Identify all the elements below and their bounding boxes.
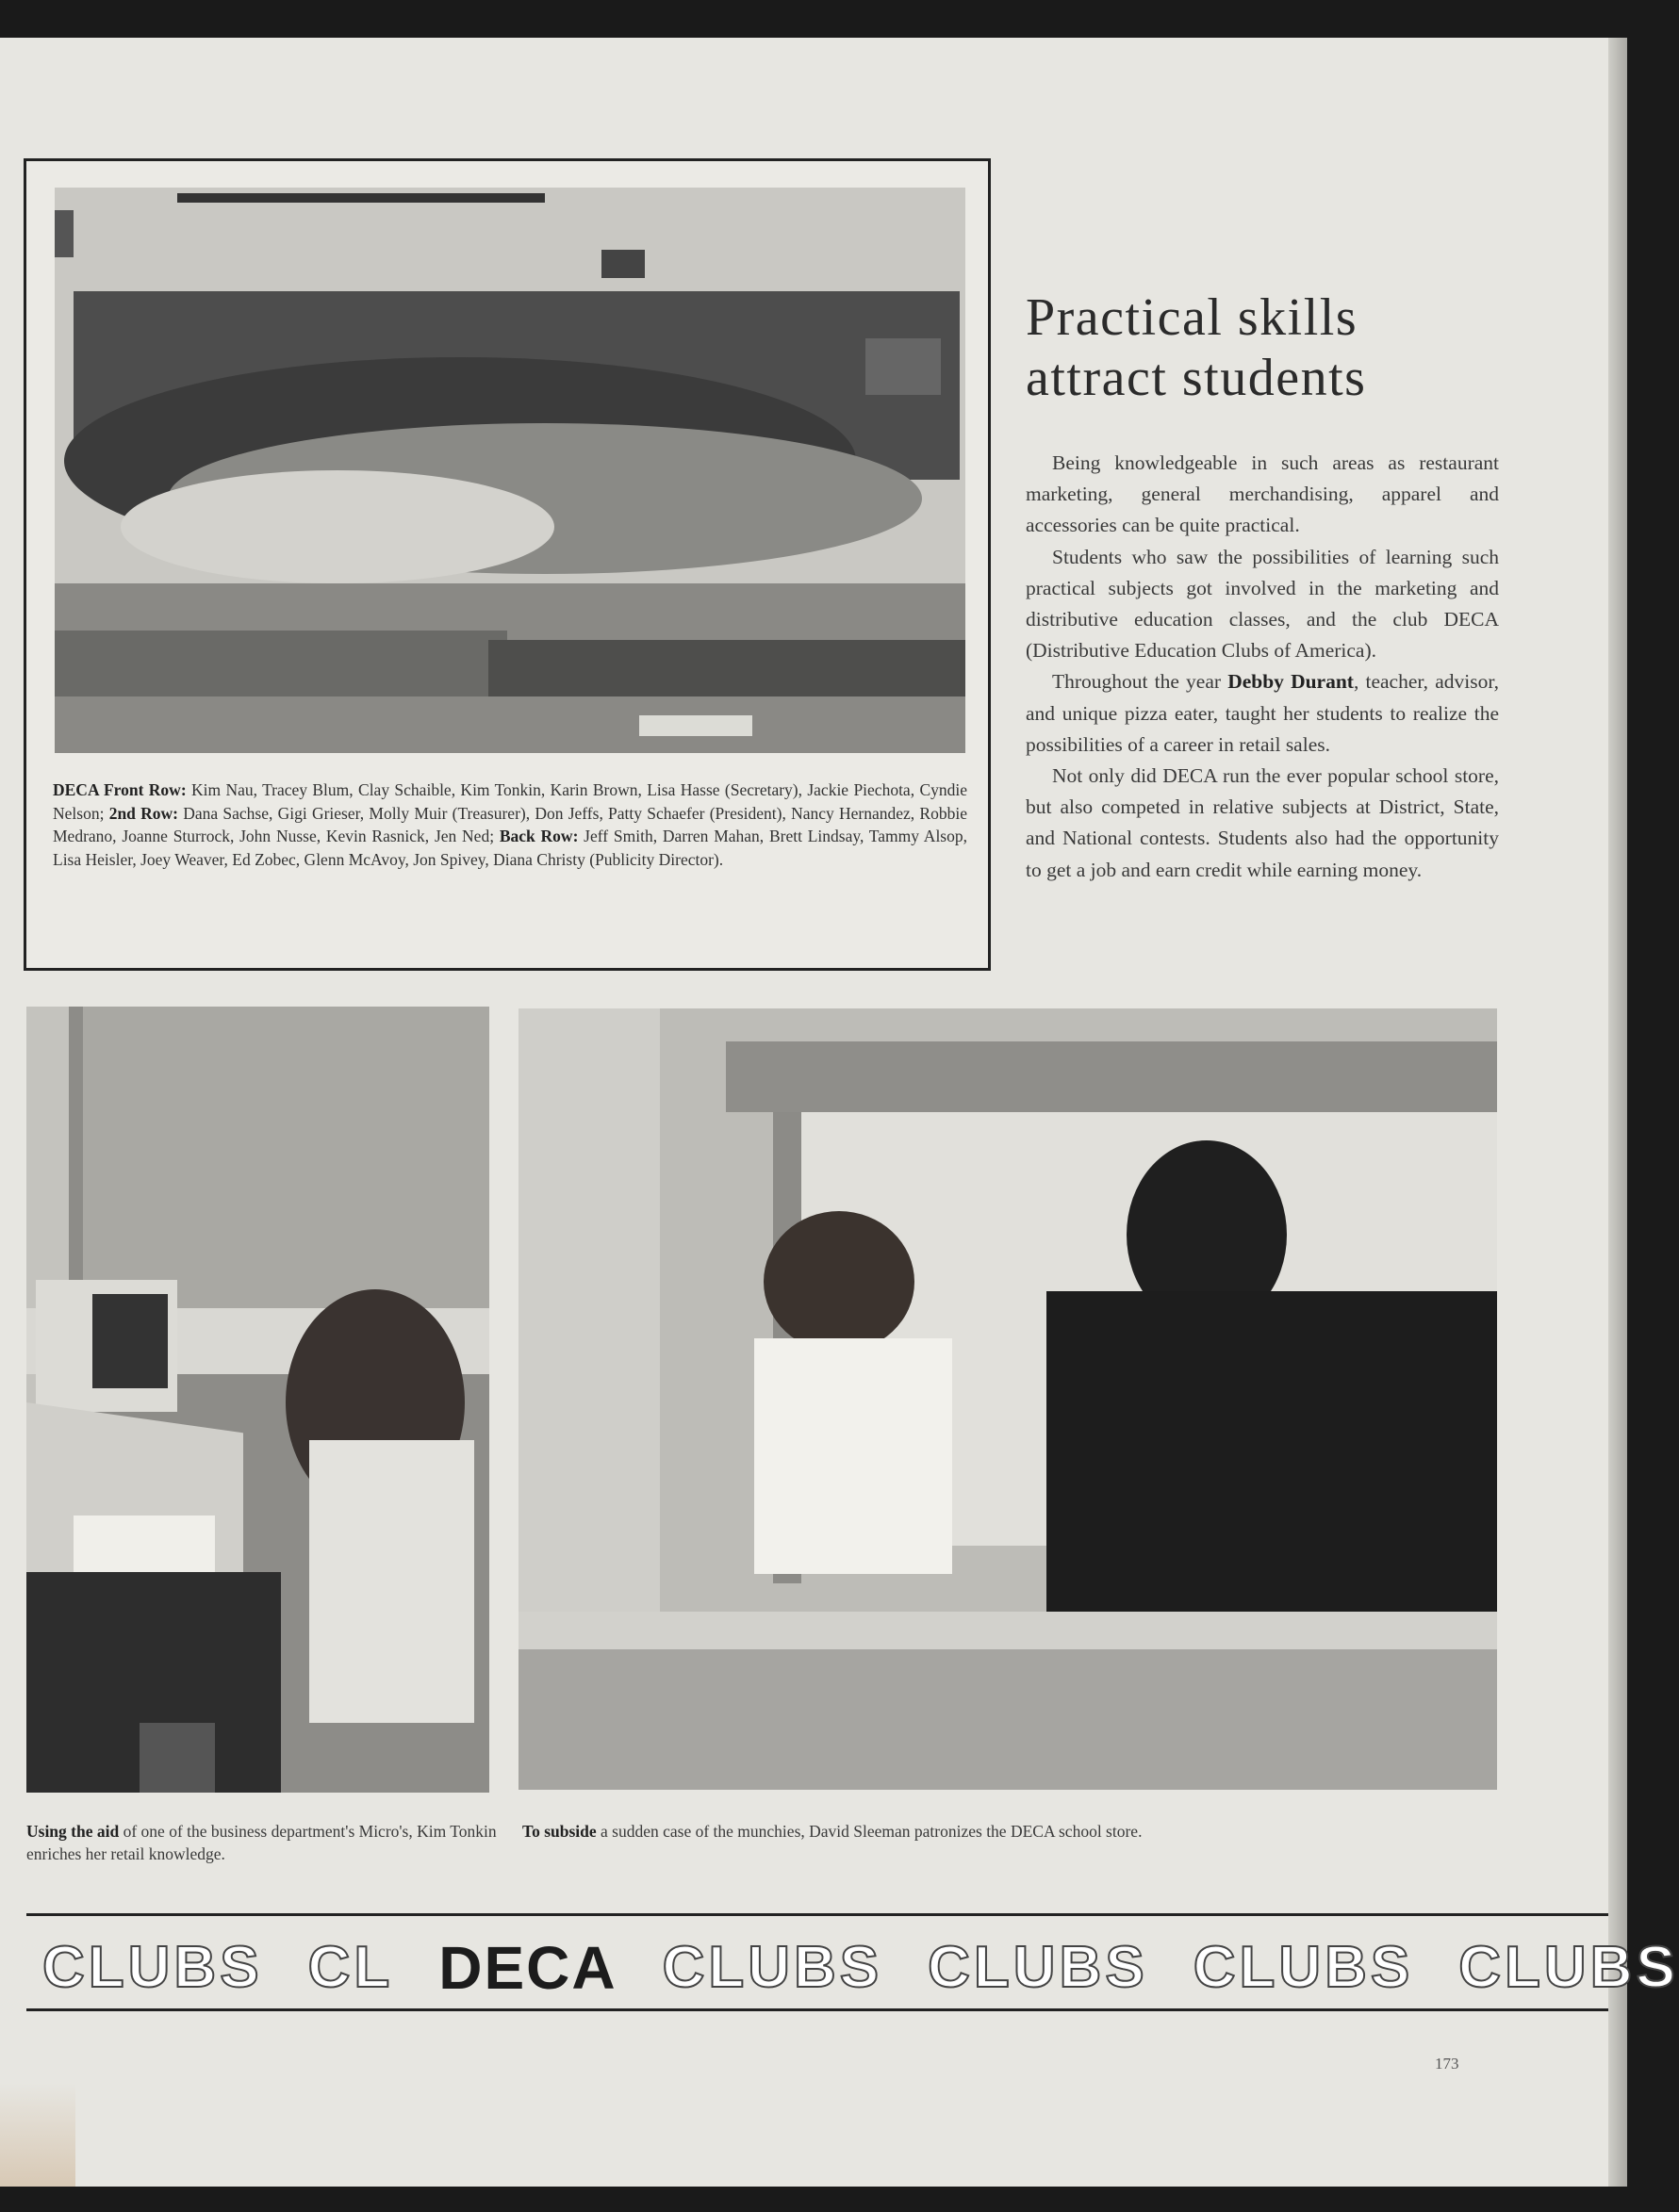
store-caption-text: a sudden case of the munchies, David Sleeman patronizes the DECA school store. [596, 1822, 1143, 1841]
headline-line-1: Practical skills [1026, 288, 1358, 347]
band-item-deca: DECA [438, 1933, 617, 2002]
computer-caption-text: of one of the business department's Micro's, Kim Tonkin enriches her retail knowledge. [26, 1822, 497, 1863]
store-caption-lead: To subside [522, 1822, 597, 1841]
headline [1026, 287, 1554, 408]
binding-strip [0, 2083, 75, 2187]
advisor-name: Debby Durant [1227, 670, 1354, 694]
headline-line-2: attract students [1026, 349, 1367, 407]
group-caption-text [53, 778, 967, 871]
band-item-clubs: CLUBS [42, 1935, 263, 2000]
story-paragraph-3 [1026, 666, 1499, 761]
second-row-names: Dana Sachse, Gigi Grieser, Molly Muir (Treasurer), Don Jeffs, Patty Schaefer (President), Nancy Hernandez, Robbie Medrano, Joanne Sturrock, John Nusse, Kevin Rasnick, Jen Ned; [53, 803, 967, 845]
group-photo-box [24, 158, 991, 971]
story-paragraph-4: Not only did DECA run the ever popular school store, but also competed in relative subjects at District, State, and National contests. Students also had the opportunity to get a job and earn credit while earning money. [1026, 764, 1499, 881]
group-photo [55, 188, 965, 753]
store-caption [522, 1820, 1503, 1843]
computer-photo [26, 1007, 489, 1793]
computer-caption [26, 1820, 498, 1865]
school-store-photo [519, 1008, 1497, 1790]
story-paragraph-2: Students who saw the possibilities of learning such practical subjects got involved in the marketing and distributive education classes, and the club DECA (Distributive Education Clubs of America). [1026, 545, 1499, 663]
group-caption [53, 778, 967, 871]
back-row-names: Jeff Smith, Darren Mahan, Brett Lindsay, Tammy Alsop, Lisa Heisler, Joey Weaver, Ed Zobec, Glenn McAvoy, Jon Spivey, Diana Christy (Publicity Director). [53, 827, 967, 869]
second-row-label: 2nd Row: [108, 803, 178, 823]
front-row-names: Kim Nau, Tracey Blum, Clay Schaible, Kim Tonkin, Karin Brown, Lisa Hasse (Secretary), Jackie Piechota, Cyndie Nelson; [53, 780, 967, 823]
clubs-band [0, 1923, 1679, 2012]
band-item-clubs: CLUBS [928, 1935, 1148, 2000]
back-row-label: Back Row: [499, 827, 579, 845]
band-item-cl: CL [307, 1935, 394, 2000]
computer-caption-lead: Using the aid [26, 1822, 120, 1841]
story-text [1026, 448, 1499, 886]
front-row-label: DECA Front Row: [53, 780, 187, 799]
story-p3-post: , teacher, advisor, and unique pizza eater, taught her students to realize the possibilities of a career in retail sales. [1026, 670, 1499, 756]
page-edge [1608, 38, 1627, 2187]
band-item-clubs: CLUBS [1193, 1935, 1414, 2000]
story-p3-pre: Throughout the year [1052, 670, 1228, 694]
story-paragraph-1: Being knowledgeable in such areas as restaurant marketing, general merchandising, apparel and accessories can be quite practical. [1026, 451, 1499, 537]
band-item-clubs: CLUBS [662, 1935, 883, 2000]
band-rule-top [26, 1913, 1608, 1916]
band-rule-bottom [26, 2008, 1608, 2011]
page-number: 173 [1435, 2055, 1459, 2073]
band-item-clubs: CLUBS [1458, 1935, 1679, 2000]
